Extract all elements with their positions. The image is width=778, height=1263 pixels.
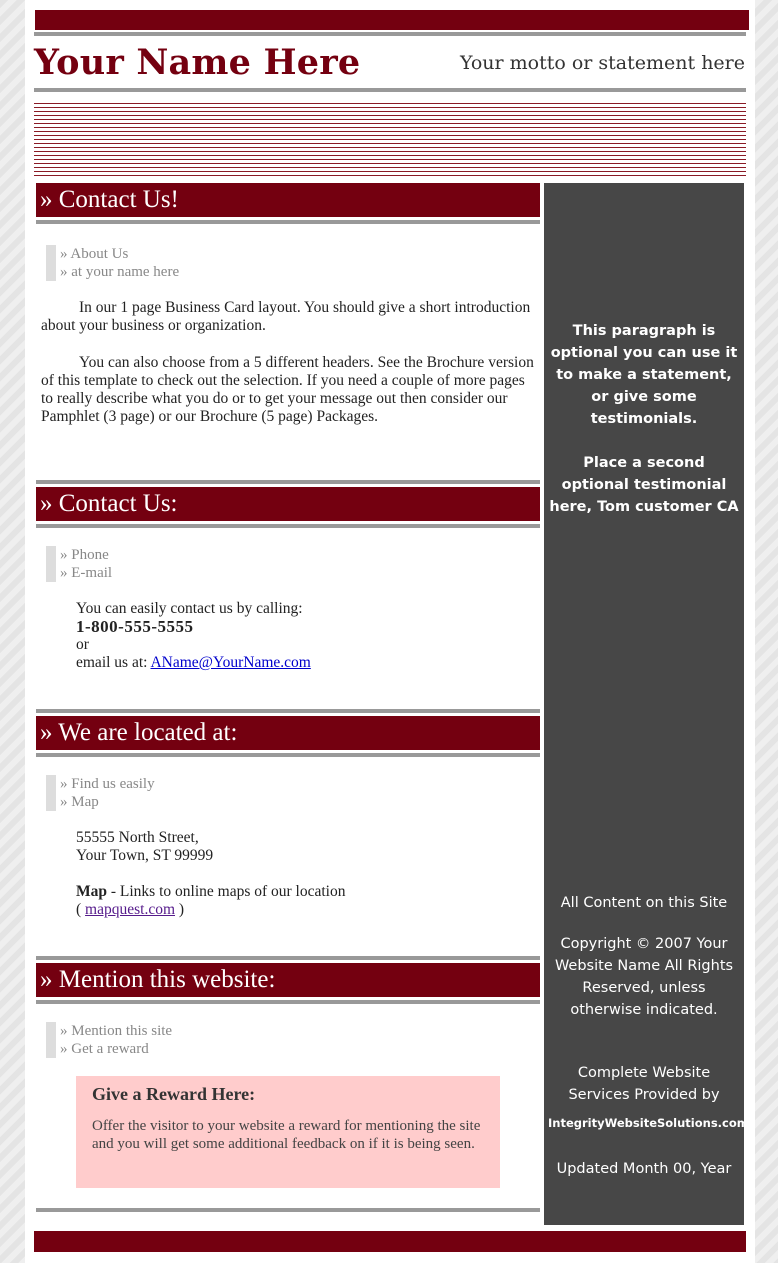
copyright-text: Copyright © 2007 Your Website Name All Rights Reserved, unless otherwise indicated. bbox=[554, 936, 734, 1018]
subnav-item-email[interactable]: » E-mail bbox=[60, 565, 113, 581]
section-divider-top bbox=[36, 480, 540, 484]
section-heading: » We are located at: bbox=[36, 716, 540, 750]
header-stripes bbox=[34, 100, 746, 178]
map-link-line bbox=[76, 901, 516, 919]
address-line: 55555 North Street, bbox=[76, 829, 199, 846]
section-heading: » Mention this website: bbox=[36, 963, 540, 997]
section-heading: » Contact Us! bbox=[36, 183, 540, 217]
email-link[interactable]: AName@YourName.com bbox=[150, 654, 311, 671]
section-heading: » Contact Us: bbox=[36, 487, 540, 521]
email-line bbox=[76, 654, 516, 672]
content-notice: All Content on this Site bbox=[560, 895, 728, 911]
intro-paragraph: You can also choose from a 5 different headers. See the Brochure version of this template to check out the selection. If you need a couple of more pages to really describe what you do or to get your message out then consider our Pamphlet (3 page) or our Brochure (5 page) Packages. bbox=[41, 354, 534, 425]
provider-link[interactable]: IntegrityWebsiteSolutions.com bbox=[548, 1116, 749, 1130]
map-description: - Links to online maps of our location bbox=[107, 883, 346, 900]
subnav bbox=[46, 775, 346, 811]
subnav-item-phone[interactable]: » Phone bbox=[60, 547, 109, 563]
subnav-item-find-us[interactable]: » Find us easily bbox=[60, 776, 155, 792]
top-bar bbox=[35, 10, 749, 30]
services-text: Complete Website Services Provided by bbox=[568, 1065, 720, 1103]
subnav-item-reward[interactable]: » Get a reward bbox=[60, 1041, 149, 1057]
site-motto: Your motto or statement here bbox=[459, 52, 745, 74]
header-divider-bottom bbox=[34, 88, 746, 92]
site-title: Your Name Here bbox=[34, 42, 361, 83]
subnav bbox=[46, 1022, 346, 1058]
updated-text: Updated Month 00, Year bbox=[556, 1161, 732, 1177]
section-divider bbox=[36, 1000, 540, 1004]
paren-open: ( bbox=[76, 901, 86, 918]
section-divider bbox=[36, 524, 540, 528]
address-block bbox=[76, 829, 516, 919]
reward-text: Offer the visitor to your website a reward for mentioning the site and you will get some additional feedback on if it is being seen. bbox=[92, 1118, 481, 1152]
mapquest-link[interactable]: mapquest.com bbox=[85, 901, 176, 918]
subnav bbox=[46, 245, 346, 281]
section-divider-top bbox=[36, 709, 540, 713]
intro-text bbox=[41, 299, 536, 426]
subnav bbox=[46, 546, 346, 582]
paren-close: ) bbox=[175, 901, 185, 918]
reward-box bbox=[76, 1076, 500, 1188]
section-divider bbox=[36, 220, 540, 224]
section-divider-top bbox=[36, 956, 540, 960]
or-text: or bbox=[76, 636, 89, 653]
subnav-item-about-us[interactable]: » About Us bbox=[60, 246, 129, 262]
sidebar bbox=[544, 183, 749, 1225]
call-text: You can easily contact us by calling: bbox=[76, 600, 303, 617]
phone-number: 1-800-555-5555 bbox=[76, 617, 194, 636]
footer-bar bbox=[34, 1231, 746, 1252]
subnav-item-map[interactable]: » Map bbox=[60, 794, 99, 810]
subnav-item-your-name[interactable]: » at your name here bbox=[60, 264, 180, 280]
map-label: Map bbox=[76, 883, 107, 900]
page bbox=[25, 0, 755, 1263]
header-divider-top bbox=[34, 32, 746, 36]
address-line: Your Town, ST 99999 bbox=[76, 847, 214, 864]
section-divider bbox=[36, 753, 540, 757]
testimonial-2: Place a second optional testimonial here, Tom customer CA bbox=[549, 455, 739, 515]
contact-details bbox=[76, 600, 516, 672]
map-line bbox=[76, 883, 516, 901]
email-prefix: email us at: bbox=[76, 654, 151, 671]
testimonial-1: This paragraph is optional you can use it to make a statement, or give some testimonials. bbox=[550, 323, 738, 427]
content-divider-bottom bbox=[36, 1208, 540, 1212]
reward-title: Give a Reward Here: bbox=[92, 1084, 256, 1104]
intro-paragraph: In our 1 page Business Card layout. You should give a short introduction about your business or organization. bbox=[41, 299, 531, 334]
subnav-item-mention[interactable]: » Mention this site bbox=[60, 1023, 173, 1039]
